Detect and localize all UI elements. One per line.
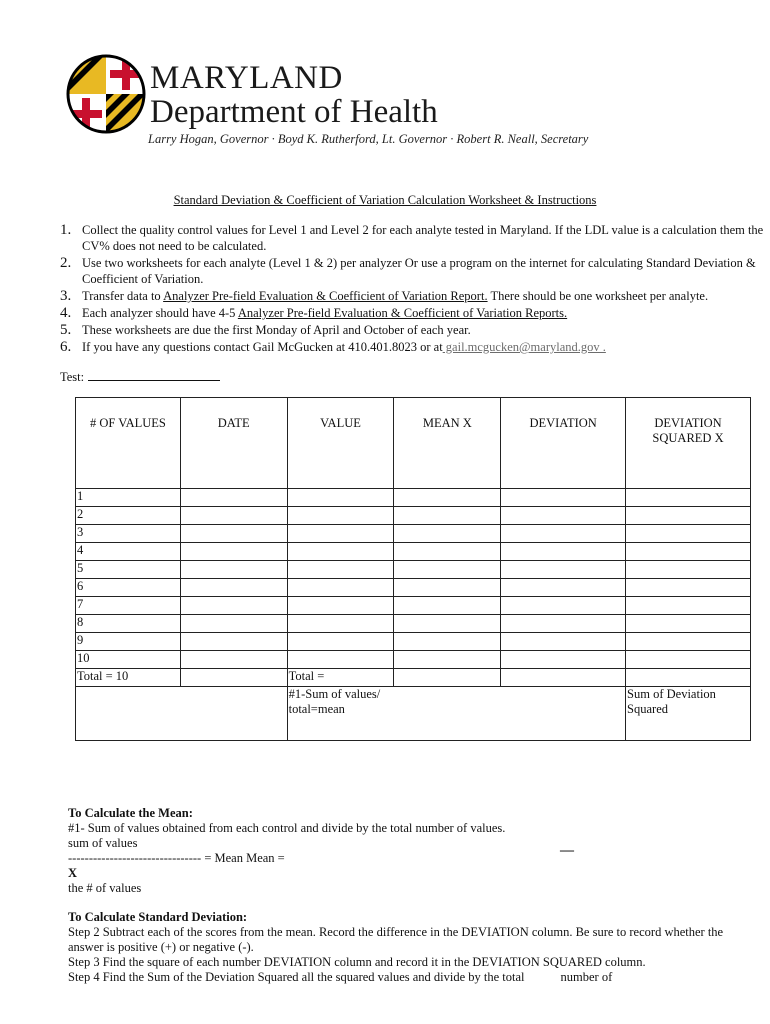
mean-numerator: sum of values: [68, 836, 138, 850]
step-number: 5.: [60, 322, 72, 338]
value-cell[interactable]: [287, 489, 394, 507]
instruction-list: [60, 222, 770, 356]
deviation-squared-cell[interactable]: [626, 507, 751, 525]
date-cell[interactable]: [180, 615, 287, 633]
date-cell: [180, 669, 287, 687]
sd-step-2: Step 2 Subtract each of the scores from the mean. Record the difference in the DEVIATION column. Be sure to record whether the answer is positive (+) or negative (-).: [68, 925, 724, 954]
date-cell[interactable]: [180, 651, 287, 669]
row-number: 4: [76, 543, 181, 561]
column-header: VALUE: [287, 398, 394, 489]
table-row: [76, 489, 751, 507]
test-input-line[interactable]: [88, 370, 220, 381]
table-header-row: [76, 398, 751, 489]
step-text: [82, 288, 770, 304]
instruction-item: [60, 288, 770, 304]
deviation-squared-cell[interactable]: [626, 489, 751, 507]
table-row: [76, 615, 751, 633]
step-number: 6.: [60, 339, 72, 355]
column-header: DEVIATION: [501, 398, 626, 489]
mean-cell[interactable]: [394, 579, 501, 597]
table-row: [76, 651, 751, 669]
brand-name: MARYLAND: [150, 60, 343, 96]
table-row: [76, 561, 751, 579]
date-cell[interactable]: [180, 579, 287, 597]
instruction-item: [60, 305, 770, 321]
value-cell[interactable]: [287, 543, 394, 561]
deviation-cell[interactable]: [501, 543, 626, 561]
deviation-squared-cell[interactable]: [626, 651, 751, 669]
summary-row: [76, 687, 751, 741]
value-cell[interactable]: [287, 561, 394, 579]
sd-step-4-continued: number of: [560, 970, 613, 984]
sd-heading: To Calculate Standard Deviation:: [68, 910, 248, 924]
email-link[interactable]: gail.mcgucken@maryland.gov .: [442, 340, 606, 354]
row-number: 9: [76, 633, 181, 651]
mean-cell[interactable]: [394, 597, 501, 615]
column-header: DEVIATION SQUARED X: [626, 398, 751, 489]
blank-cell: [394, 687, 501, 741]
date-cell[interactable]: [180, 633, 287, 651]
deviation-cell[interactable]: [501, 597, 626, 615]
officials-line: Larry Hogan, Governor · Boyd K. Rutherford, Lt. Governor · Robert R. Neall, Secretary: [148, 132, 589, 146]
value-cell[interactable]: [287, 597, 394, 615]
mean-cell[interactable]: [394, 561, 501, 579]
value-cell[interactable]: [287, 507, 394, 525]
deviation-cell[interactable]: [501, 561, 626, 579]
blank-cell: [501, 687, 626, 741]
mean-cell[interactable]: [394, 615, 501, 633]
mean-fraction-line: -------------------------------- = Mean Mean =: [68, 851, 285, 865]
value-cell[interactable]: [287, 525, 394, 543]
date-cell[interactable]: [180, 525, 287, 543]
step-text-pre: Each analyzer should have 4-5: [82, 306, 238, 320]
date-cell[interactable]: [180, 597, 287, 615]
date-cell[interactable]: [180, 543, 287, 561]
document-title: Standard Deviation & Coefficient of Variation Calculation Worksheet & Instructions: [173, 193, 597, 207]
row-number: 1: [76, 489, 181, 507]
report-reference: Analyzer Pre-field Evaluation & Coefficient of Variation Report.: [163, 289, 488, 303]
total-row: [76, 669, 751, 687]
instruction-item: [60, 339, 770, 355]
mean-denominator: the # of values: [68, 881, 142, 895]
step-text: [82, 305, 770, 321]
deviation-squared-cell[interactable]: [626, 543, 751, 561]
calculation-instructions: [68, 806, 758, 985]
column-header: MEAN X: [394, 398, 501, 489]
deviation-cell[interactable]: [501, 507, 626, 525]
column-header: # OF VALUES: [76, 398, 181, 489]
sum-deviation-squared-note[interactable]: Sum of Deviation Squared: [626, 687, 751, 741]
instruction-item: [60, 322, 770, 338]
step-text-pre: Transfer data to: [82, 289, 164, 303]
column-header: DATE: [180, 398, 287, 489]
table-row: [76, 525, 751, 543]
report-reference: Analyzer Pre-field Evaluation & Coefficient of Variation Reports.: [237, 306, 568, 320]
instruction-item: [60, 222, 770, 254]
table-row: [76, 597, 751, 615]
row-number: 7: [76, 597, 181, 615]
deviation-squared-cell[interactable]: [626, 561, 751, 579]
table-row: [76, 633, 751, 651]
row-number: 10: [76, 651, 181, 669]
step-text: These worksheets are due the first Monday of April and October of each year.: [82, 323, 471, 337]
value-cell[interactable]: [287, 651, 394, 669]
step-number: 4.: [60, 305, 72, 321]
step-number: 2.: [60, 255, 72, 271]
date-cell[interactable]: [180, 489, 287, 507]
total-value-label[interactable]: Total =: [287, 669, 394, 687]
step-text: Collect the quality control values for Level 1 and Level 2 for each analyte tested in Maryland. If the LDL value is a calculation them the CV% does not need to be calculated.: [82, 223, 764, 253]
deviation-squared-cell[interactable]: [626, 597, 751, 615]
step-text-post: There should be one worksheet per analyte.: [487, 289, 709, 303]
test-label: Test:: [60, 370, 85, 384]
mean-cell[interactable]: [394, 651, 501, 669]
row-number: 3: [76, 525, 181, 543]
mean-heading: To Calculate the Mean:: [68, 806, 193, 820]
maryland-flag-emblem-icon: [66, 54, 146, 134]
date-cell[interactable]: [180, 507, 287, 525]
table-row: [76, 543, 751, 561]
sum-values-note[interactable]: #1-Sum of values/ total=mean: [287, 687, 394, 741]
deviation-squared-cell[interactable]: [626, 633, 751, 651]
deviation-squared-cell[interactable]: [626, 525, 751, 543]
sd-step-4-text: Step 4 Find the Sum of the Deviation Squared all the squared values and divide by the total: [68, 970, 525, 984]
deviation-cell[interactable]: [501, 615, 626, 633]
deviation-cell[interactable]: [501, 525, 626, 543]
blank-cell: [180, 687, 287, 741]
step-text: Use two worksheets for each analyte (Level 1 & 2) per analyzer Or use a program on the internet for calculating Standard Deviation & Coefficient of Variation.: [82, 256, 756, 286]
deviation-cell[interactable]: [501, 579, 626, 597]
mean-cell[interactable]: [394, 525, 501, 543]
mean-cell[interactable]: [394, 543, 501, 561]
sd-step-4: [68, 970, 758, 985]
table-row: [76, 507, 751, 525]
sd-step-3: Step 3 Find the square of each number DEVIATION column and record it in the DEVIATION SQUARED column.: [68, 955, 646, 969]
brand-department: Department of Health: [150, 94, 438, 130]
test-field: [60, 370, 220, 385]
mean-instruction: #1- Sum of values obtained from each control and divide by the total number of values.: [68, 821, 506, 835]
table-row: [76, 579, 751, 597]
deviation-cell: [501, 669, 626, 687]
mean-cell[interactable]: [394, 507, 501, 525]
worksheet-table: [75, 397, 751, 741]
value-cell[interactable]: [287, 579, 394, 597]
step-text-pre: If you have any questions contact Gail McGucken at 410.401.8023 or at: [82, 340, 443, 354]
mean-cell: [394, 669, 501, 687]
deviation-squared-cell: [626, 669, 751, 687]
mean-cell[interactable]: [394, 633, 501, 651]
blank-cell: [76, 687, 181, 741]
total-values-label: Total = 10: [76, 669, 181, 687]
value-cell[interactable]: [287, 615, 394, 633]
row-number: 2: [76, 507, 181, 525]
deviation-squared-cell[interactable]: [626, 615, 751, 633]
step-text: [82, 339, 770, 355]
instruction-item: [60, 255, 770, 287]
mean-x: X: [68, 866, 78, 880]
row-number: 5: [76, 561, 181, 579]
mean-cell[interactable]: [394, 489, 501, 507]
step-number: 3.: [60, 288, 72, 304]
row-number: 8: [76, 615, 181, 633]
deviation-cell[interactable]: [501, 651, 626, 669]
date-cell[interactable]: [180, 561, 287, 579]
deviation-cell[interactable]: [501, 633, 626, 651]
deviation-squared-cell[interactable]: [626, 579, 751, 597]
mean-bar-mark: —: [560, 843, 574, 858]
value-cell[interactable]: [287, 633, 394, 651]
row-number: 6: [76, 579, 181, 597]
step-number: 1.: [60, 222, 72, 238]
deviation-cell[interactable]: [501, 489, 626, 507]
